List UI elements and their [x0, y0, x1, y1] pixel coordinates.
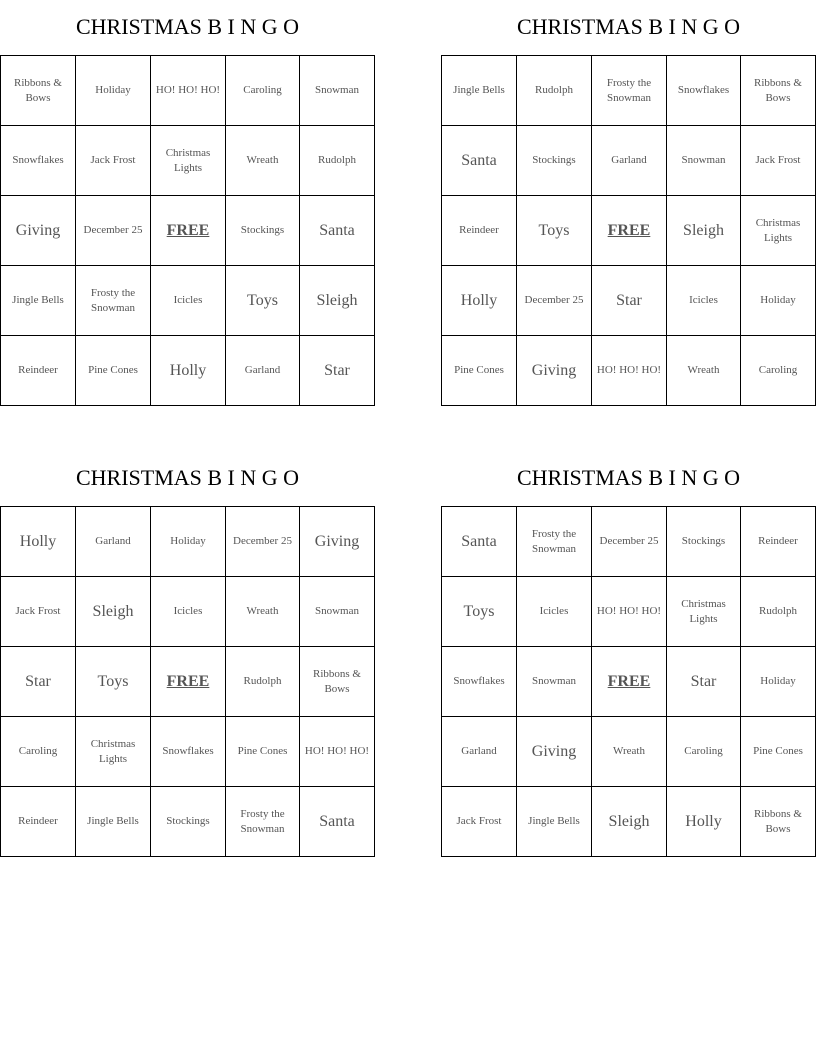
- bingo-grid: [441, 506, 816, 857]
- bingo-cell: Jingle Bells: [1, 266, 76, 336]
- bingo-cell: Christmas Lights: [76, 717, 151, 787]
- bingo-cell: Snowflakes: [667, 56, 741, 126]
- bingo-cell: Ribbons & Bows: [754, 807, 802, 835]
- bingo-cell: Santa: [319, 812, 355, 830]
- bingo-cell: Garland: [592, 126, 667, 196]
- bingo-cell: Giving: [517, 336, 592, 405]
- bingo-cell: Snowman: [517, 647, 592, 717]
- bingo-free-space: FREE: [151, 196, 226, 266]
- bingo-cell: Snowman: [300, 577, 374, 647]
- bingo-cell: Sleigh: [667, 196, 741, 266]
- bingo-cell: Rudolph: [517, 56, 592, 126]
- bingo-cell: Giving: [300, 507, 374, 577]
- bingo-cell: Garland: [442, 717, 517, 787]
- bingo-card-title: CHRISTMAS B I N G O: [75, 465, 300, 490]
- bingo-cell: HO! HO! HO!: [592, 577, 667, 647]
- bingo-cell: Santa: [442, 507, 517, 577]
- bingo-cell: Snowman: [667, 126, 741, 196]
- bingo-cell: Wreath: [226, 577, 300, 647]
- bingo-free-space: FREE: [151, 647, 226, 717]
- bingo-cell: Snowflakes: [151, 717, 226, 787]
- bingo-cell: Wreath: [592, 717, 667, 787]
- bingo-cell: Christmas Lights: [667, 577, 741, 647]
- bingo-grid: [0, 55, 375, 406]
- bingo-cell: Sleigh: [300, 266, 374, 336]
- bingo-cell: Holly: [667, 787, 741, 856]
- bingo-card-title: CHRISTMAS B I N G O: [516, 465, 741, 490]
- bingo-cell: Frosty the Snowman: [226, 787, 300, 856]
- bingo-cell: Star: [1, 647, 76, 717]
- bingo-cell: Holiday: [741, 647, 815, 717]
- bingo-cell: Christmas Lights: [151, 126, 226, 196]
- bingo-cell: Snowflakes: [442, 647, 517, 717]
- bingo-cell: Sleigh: [76, 577, 151, 647]
- bingo-cell: Pine Cones: [226, 717, 300, 787]
- bingo-cell: Reindeer: [1, 336, 76, 405]
- bingo-cell: Frosty the Snowman: [517, 507, 592, 577]
- bingo-cell: Toys: [517, 196, 592, 266]
- bingo-cell: Icicles: [151, 266, 226, 336]
- bingo-cell: Star: [592, 266, 667, 336]
- bingo-cell: Frosty the Snowman: [76, 266, 151, 336]
- bingo-cell: Reindeer: [442, 196, 517, 266]
- bingo-cell: Santa: [300, 196, 374, 266]
- bingo-cell: Ribbons & Bows: [1, 56, 76, 126]
- bingo-cell: HO! HO! HO!: [300, 717, 374, 787]
- bingo-cell: Toys: [226, 266, 300, 336]
- bingo-cell: Toys: [442, 577, 517, 647]
- bingo-cell: Frosty the Snowman: [592, 56, 667, 126]
- bingo-cell: Jingle Bells: [517, 787, 592, 856]
- bingo-cell: December 25: [226, 507, 300, 577]
- bingo-cell: Stockings: [517, 126, 592, 196]
- bingo-cell: Stockings: [667, 507, 741, 577]
- bingo-cell: Caroling: [226, 56, 300, 126]
- bingo-grid: [0, 506, 375, 857]
- bingo-cell: Holiday: [151, 507, 226, 577]
- bingo-cell: Pine Cones: [76, 336, 151, 405]
- bingo-cell: Garland: [226, 336, 300, 405]
- bingo-card-title: CHRISTMAS B I N G O: [75, 14, 300, 39]
- bingo-cell: Ribbons & Bows: [741, 56, 815, 126]
- bingo-cell: Icicles: [517, 577, 592, 647]
- bingo-cell: Star: [324, 361, 350, 379]
- bingo-cell: Holiday: [76, 56, 151, 126]
- bingo-cell: December 25: [517, 266, 592, 336]
- bingo-cell: Reindeer: [741, 507, 815, 577]
- bingo-cell: Caroling: [667, 717, 741, 787]
- bingo-cell: December 25: [592, 507, 667, 577]
- bingo-cell: Rudolph: [226, 647, 300, 717]
- bingo-cell: Star: [667, 647, 741, 717]
- bingo-grid: [441, 55, 816, 406]
- bingo-cell: Giving: [1, 196, 76, 266]
- bingo-cell: Snowflakes: [1, 126, 76, 196]
- bingo-free-space: FREE: [592, 196, 667, 266]
- bingo-cell: Garland: [76, 507, 151, 577]
- bingo-cell: Ribbons & Bows: [300, 647, 374, 717]
- bingo-cell: Jack Frost: [741, 126, 815, 196]
- bingo-cell: Snowman: [300, 56, 374, 126]
- bingo-cell: Giving: [517, 717, 592, 787]
- bingo-cell: Santa: [442, 126, 517, 196]
- bingo-cell: Caroling: [758, 364, 798, 376]
- bingo-cell: Jingle Bells: [76, 787, 151, 856]
- bingo-cell: Jack Frost: [76, 126, 151, 196]
- bingo-cell: HO! HO! HO!: [151, 56, 226, 126]
- bingo-cell: Holly: [1, 507, 76, 577]
- bingo-cell: Rudolph: [741, 577, 815, 647]
- bingo-cell: Stockings: [226, 196, 300, 266]
- bingo-cell: Toys: [76, 647, 151, 717]
- bingo-cell: Icicles: [151, 577, 226, 647]
- bingo-card-title: CHRISTMAS B I N G O: [516, 14, 741, 39]
- bingo-cell: Holiday: [741, 266, 815, 336]
- bingo-cell: December 25: [76, 196, 151, 266]
- bingo-cell: Stockings: [151, 787, 226, 856]
- bingo-cell: Jack Frost: [1, 577, 76, 647]
- bingo-free-space: FREE: [592, 647, 667, 717]
- bingo-cell: Jack Frost: [442, 787, 517, 856]
- bingo-cell: Jingle Bells: [442, 56, 517, 126]
- bingo-cell: Pine Cones: [442, 336, 517, 405]
- bingo-cell: HO! HO! HO!: [592, 336, 667, 405]
- bingo-cell: Caroling: [1, 717, 76, 787]
- bingo-cell: Wreath: [667, 336, 741, 405]
- bingo-cell: Holly: [442, 266, 517, 336]
- bingo-cell: Wreath: [226, 126, 300, 196]
- bingo-cell: Rudolph: [300, 126, 374, 196]
- bingo-cell: Reindeer: [1, 787, 76, 856]
- bingo-cell: Holly: [151, 336, 226, 405]
- bingo-cell: Christmas Lights: [741, 196, 815, 266]
- bingo-cell: Pine Cones: [741, 717, 815, 787]
- bingo-cell: Icicles: [667, 266, 741, 336]
- bingo-cell: Sleigh: [592, 787, 667, 856]
